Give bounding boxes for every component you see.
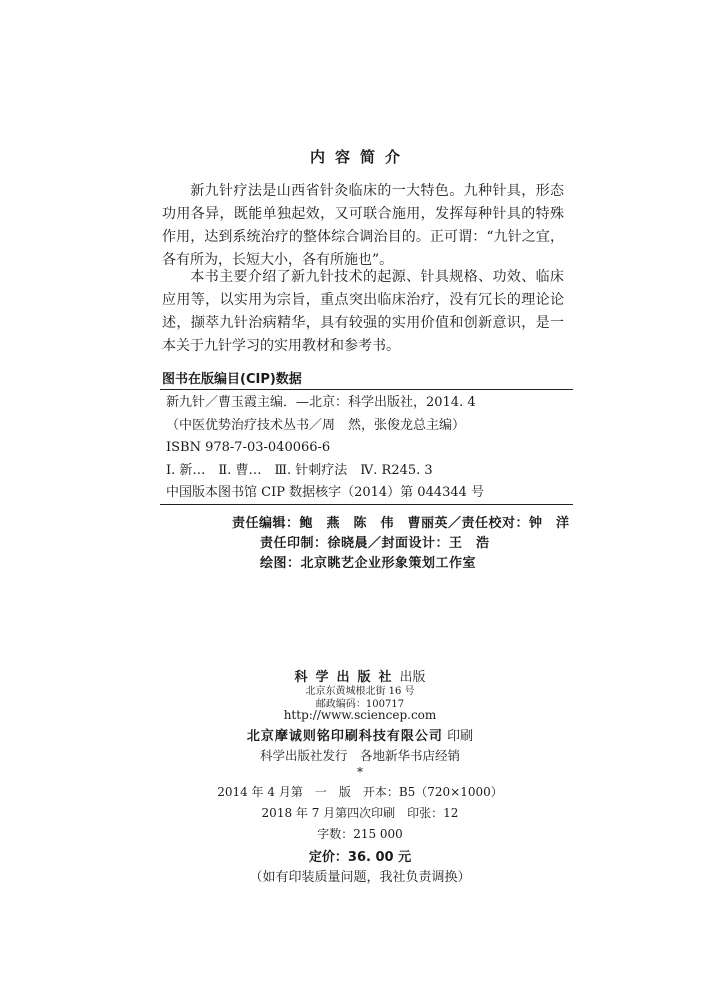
cip-bottom-rule xyxy=(160,504,573,505)
cip-top-rule xyxy=(160,389,573,390)
printer-line xyxy=(0,725,720,744)
separator-star: * xyxy=(357,765,363,779)
distribution-line: 科学出版社发行 各地新华书店经销 xyxy=(259,748,460,763)
cip-block xyxy=(166,392,484,505)
publisher-suffix: 出版 xyxy=(399,670,426,685)
credits-illustration: 绘图：北京眺艺企业形象策划工作室 xyxy=(260,556,477,571)
edition-line: 2014 年 4 月第 一 版 开本：B5（720×1000） xyxy=(217,785,503,799)
quality-notice: （如有印装质量问题，我社负责调换） xyxy=(249,870,471,885)
printing-line: 2018 年 7 月第四次印刷 印张：12 xyxy=(261,806,459,820)
publisher-name: 科学出版社 xyxy=(294,670,400,685)
credits-editors: 责任编辑：鲍 燕 陈 伟 曹丽英／责任校对：钟 洋 xyxy=(232,516,570,531)
cip-line-title: 新九针／曹玉霞主编．—北京：科学出版社，2014. 4 xyxy=(166,395,476,410)
cip-line-classification: Ⅰ. 新… Ⅱ. 曹… Ⅲ. 针刺疗法 Ⅳ. R245. 3 xyxy=(166,462,433,478)
price: 定价：36. 00 元 xyxy=(308,850,412,865)
edition-info xyxy=(0,782,720,845)
credits-production: 责任印制：徐晓晨／封面设计：王 浩 xyxy=(260,536,490,551)
summary-paragraph-2-text: 本书主要介绍了新九针技术的起源、针具规格、功效、临床应用等，以实用为宗旨，重点突出临床治疗，没有冗长的理论论述，撷萃九针治病精华，具有较强的实用价值和创新意识，是一本关于九针学习的实用教材和参考书。 xyxy=(162,269,564,354)
publisher-address: 北京东黄城根北街 16 号 xyxy=(305,686,415,697)
cip-line-record-number: 中国版本图书馆 CIP 数据核字（2014）第 044344 号 xyxy=(166,485,485,500)
cip-line-isbn: ISBN 978-7-03-040066-6 xyxy=(166,440,331,455)
printer-name: 北京摩诚则铭印刷科技有限公司 xyxy=(246,729,443,744)
summary-paragraph-2 xyxy=(162,266,564,358)
publisher-postcode: 邮政编码：100717 xyxy=(315,699,405,710)
summary-paragraph-1 xyxy=(162,180,564,272)
summary-title: 内容简介 xyxy=(309,148,410,166)
summary-paragraph-1-text: 新九针疗法是山西省针灸临床的一大特色。九种针具，形态功用各异，既能单独起效，又可联合施用，发挥每种针具的特殊作用，达到系统治疗的整体综合调治目的。正可谓：“九针之宜，各有所为，长短大小，各有所施也”。 xyxy=(162,183,564,268)
printer-suffix: 印刷 xyxy=(447,729,474,744)
publisher-url: http://www.sciencep.com xyxy=(283,708,437,722)
cip-heading: 图书在版编目(CIP)数据 xyxy=(162,372,302,387)
cip-line-series: （中医优势治疗技术丛书／周 然，张俊龙总主编） xyxy=(166,417,466,433)
publisher-line xyxy=(0,666,720,685)
word-count: 字数：215 000 xyxy=(317,827,403,841)
